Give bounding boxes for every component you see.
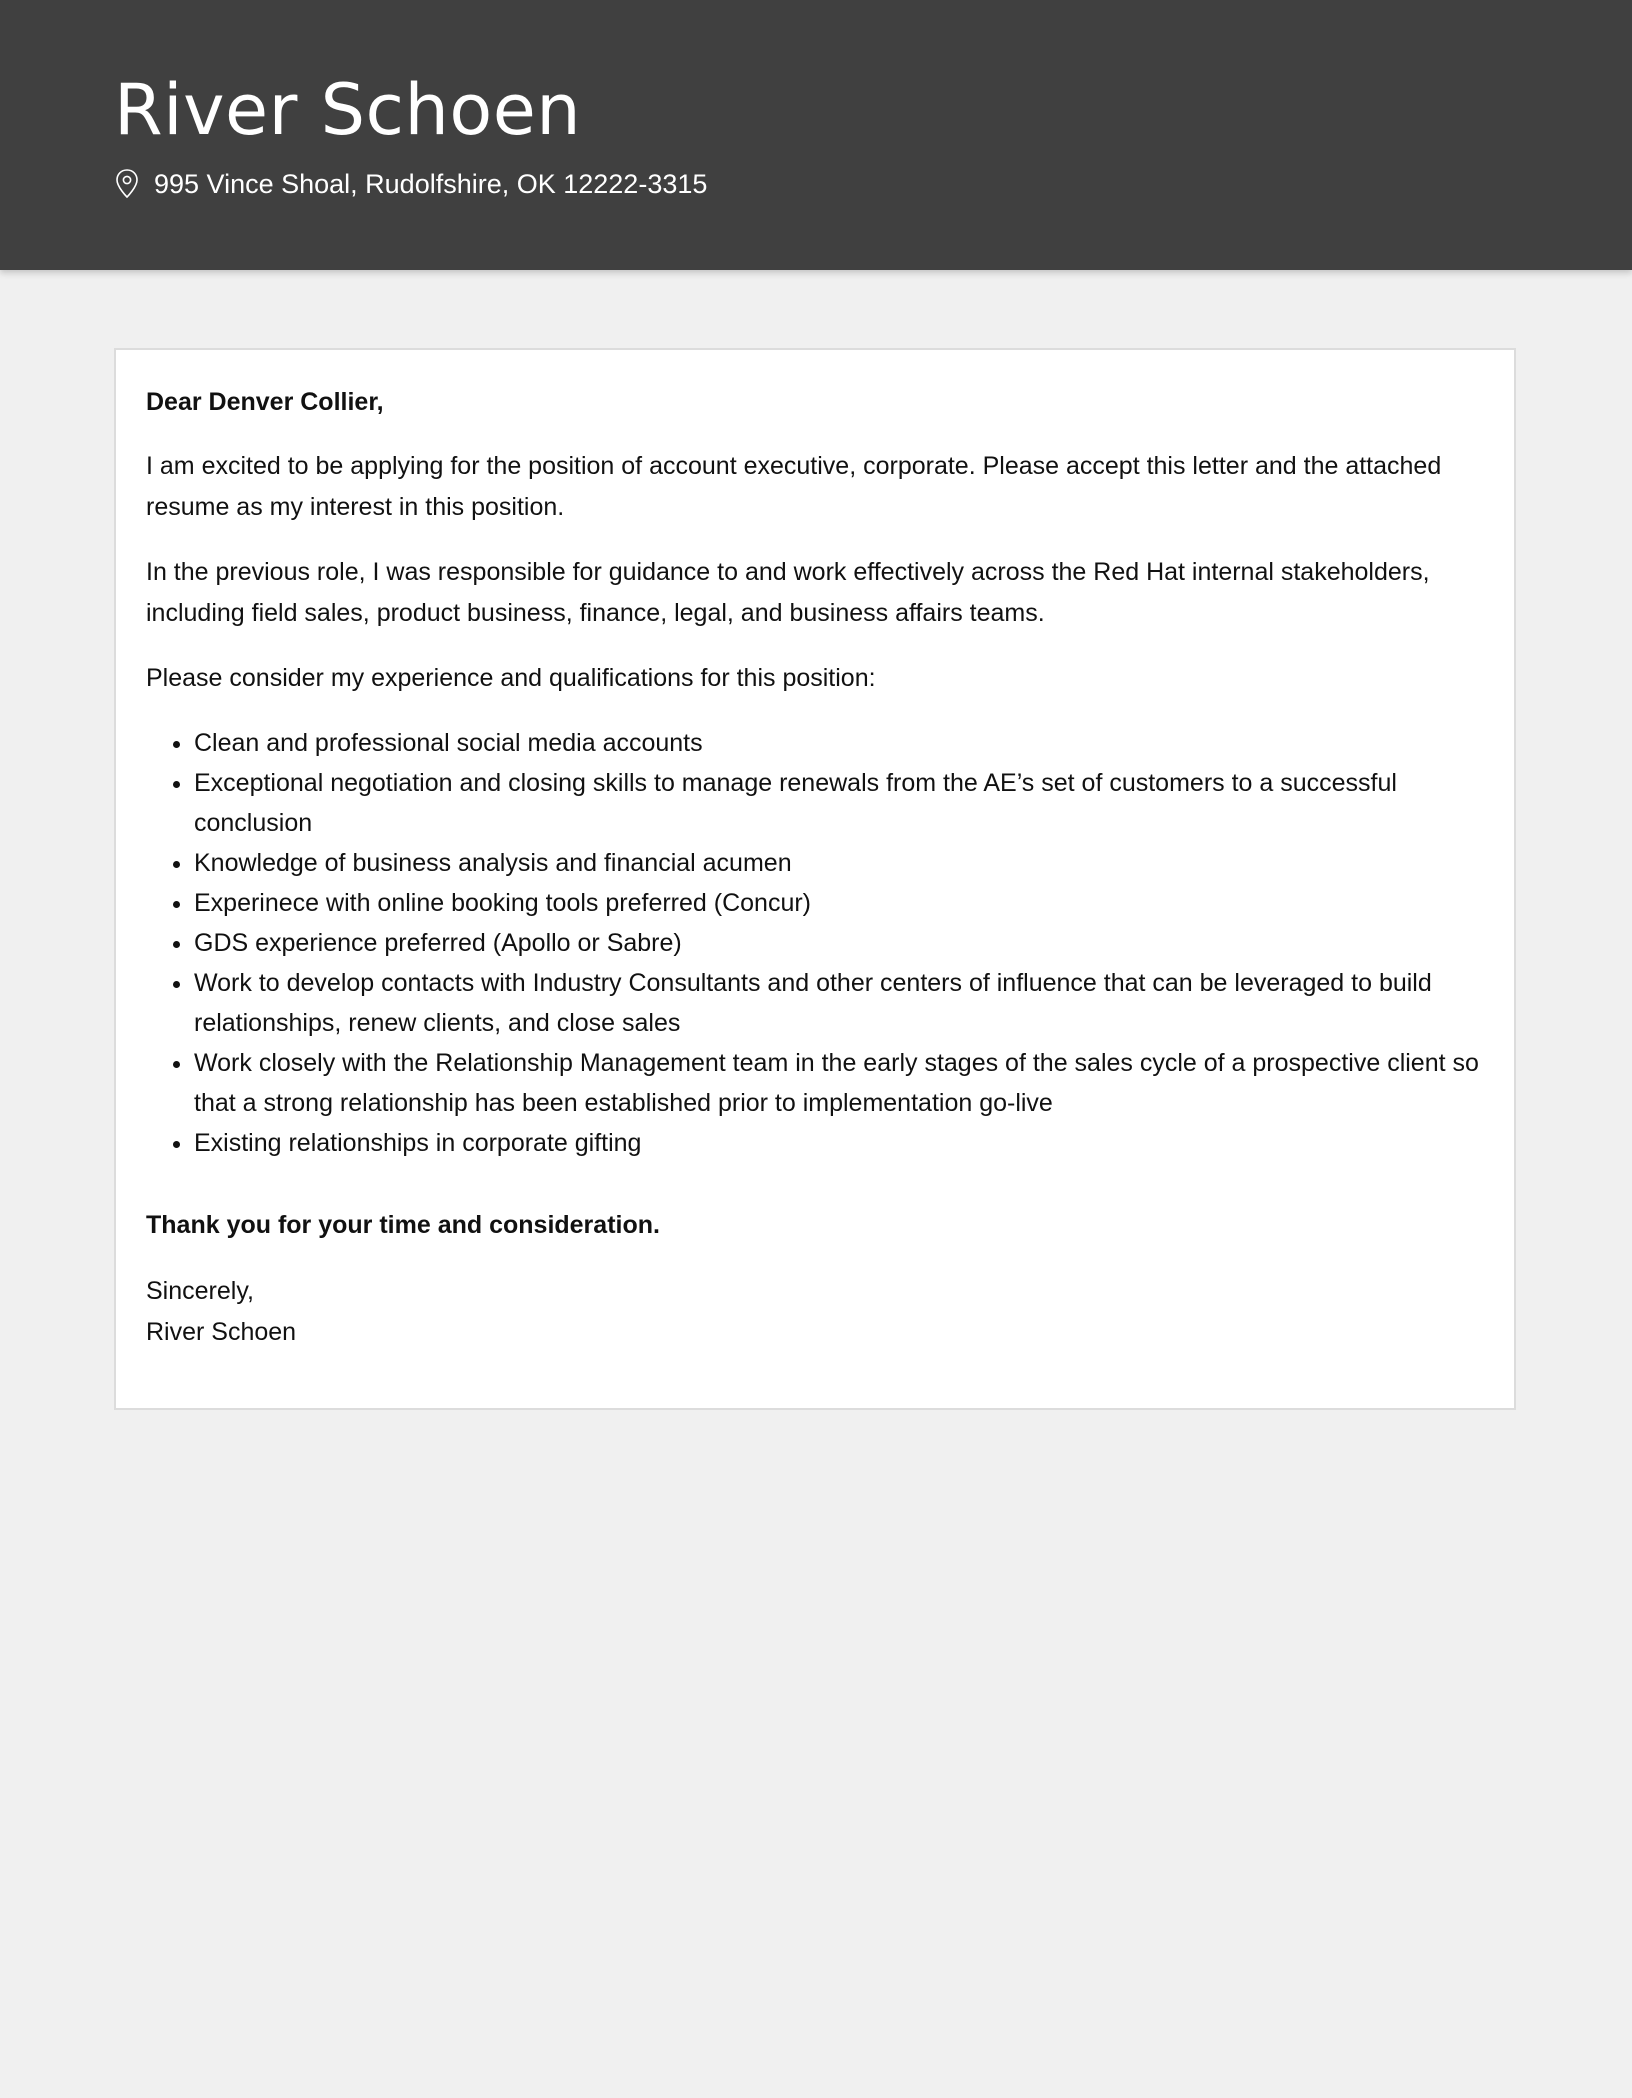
closing-line: Thank you for your time and consideration. [146, 1211, 660, 1239]
signature-name: River Schoen [146, 1318, 297, 1346]
list-item: • Clean and professional social media accounts [194, 723, 1484, 763]
qualifications-list [146, 723, 1484, 1163]
signoff: Sincerely, [146, 1277, 254, 1305]
address-line [114, 164, 707, 204]
qualifications-intro: Please consider my experience and qualifications for this position: [146, 664, 876, 692]
list-item: • Work closely with the Relationship Management team in the early stages of the sales cycle of a prospective client so that a strong relationship has been established prior to implementation go-live [194, 1043, 1484, 1123]
intro-paragraph: I am excited to be applying for the position of account executive, corporate. Please accept this letter and the attached resume as my interest in this position. [146, 452, 1442, 521]
applicant-name: River Schoen [114, 69, 582, 151]
header [0, 0, 1632, 270]
list-item: • Work to develop contacts with Industry Consultants and other centers of influence that can be leveraged to build relationships, renew clients, and close sales [194, 963, 1484, 1043]
experience-paragraph: In the previous role, I was responsible for guidance to and work effectively across the Red Hat internal stakeholders, including field sales, product business, finance, legal, and business affairs teams. [146, 558, 1430, 627]
list-item: • Knowledge of business analysis and financial acumen [194, 843, 1484, 883]
map-pin-icon [114, 168, 140, 200]
greeting: Dear Denver Collier, [146, 388, 384, 416]
list-item: • Exceptional negotiation and closing skills to manage renewals from the AE’s set of customers to a successful conclusion [194, 763, 1484, 843]
address-text: 995 Vince Shoal, Rudolfshire, OK 12222-3315 [154, 169, 708, 199]
list-item: • Existing relationships in corporate gifting [194, 1123, 1484, 1163]
list-item: • GDS experience preferred (Apollo or Sabre) [194, 923, 1484, 963]
cover-letter-card [114, 348, 1516, 1410]
list-item: • Experinece with online booking tools preferred (Concur) [194, 883, 1484, 923]
